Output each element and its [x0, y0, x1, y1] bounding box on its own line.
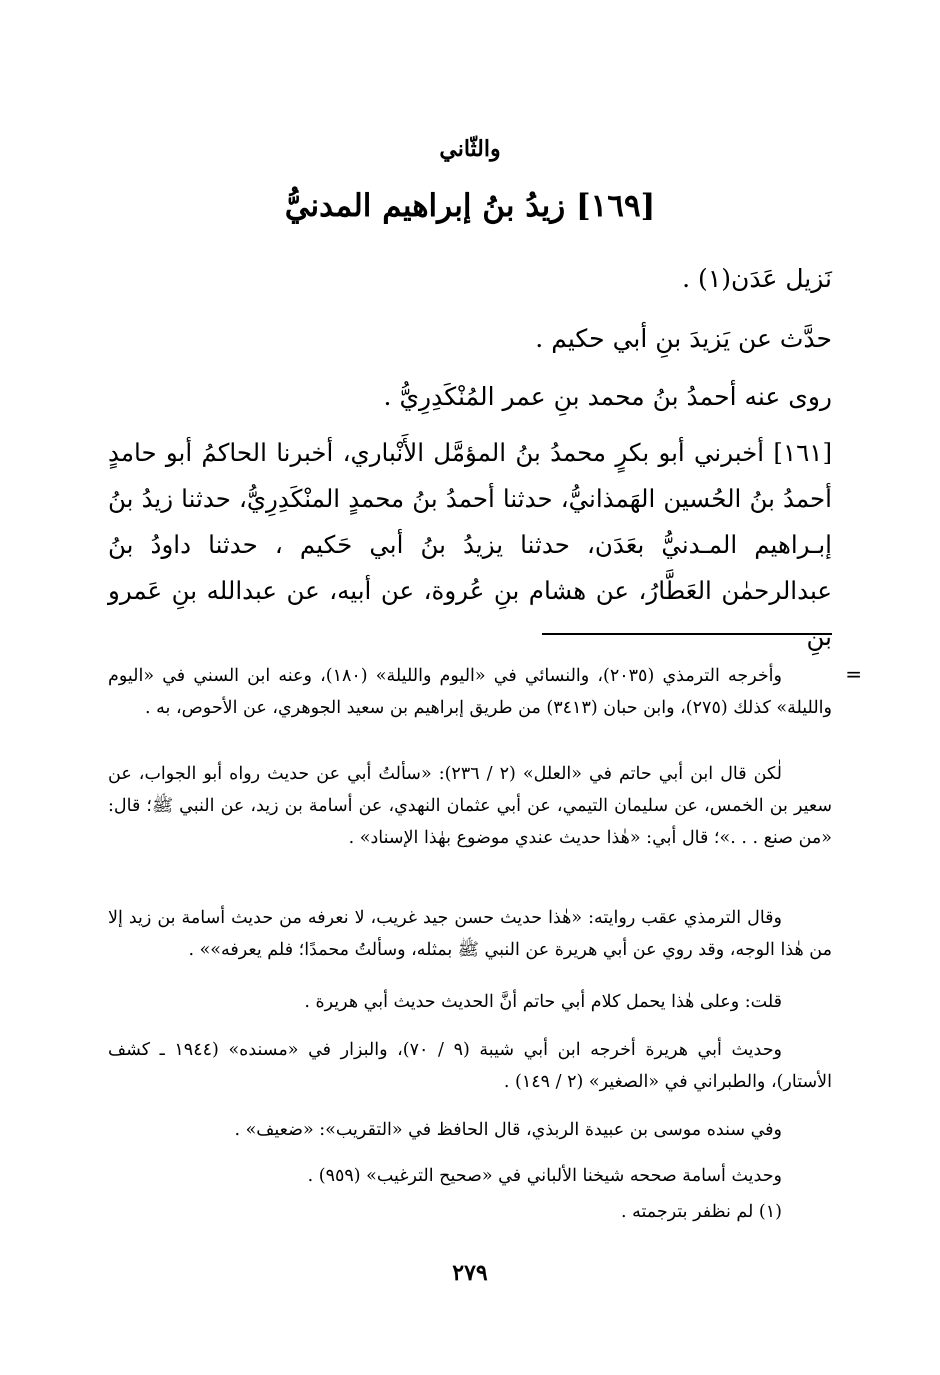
page-number: ٢٧٩	[452, 1260, 488, 1286]
hadith-paragraph: [١٦١] أخبرني أبو بكرٍ محمدُ بنُ المؤمَّل الأَنْباري، أخبرنا الحاكمُ أبو حامدٍ أحمدُ بنُ الحُسين الهَمذانيُّ، حدثنا أحمدُ بنُ محمدٍ المنْكَدِرِيُّ، حدثنا زيدُ بنُ إبـراهيم المـدنيُّ بعَدَن، حدثنا يزيدُ بنُ أبي حَكيم ، حدثنا داودُ بنُ عبدالرحمٰن العَطَّارُ، عن هشام بنِ عُروة، عن أبيه، عن عبدالله بنِ عَمرو بنِ	[108, 438, 832, 651]
footnote-paragraph: لٰكن قال ابن أبي حاتم في «العلل» (٢ / ٢٣٦): «سألتُ أبي عن حديث رواه أبو الجواب، عن سعير بن الخمس، عن سليمان التيمي، عن أبي عثمان النهدي، عن أسامة بن زيد، عن النبي ﷺ؛ قال: «من صنع . . .»؛ قال أبي: «هٰذا حديث عندي موضوع بهٰذا الإسناد» .	[108, 764, 832, 848]
footnote-1: (١) لم نظفر بترجمته .	[621, 1202, 782, 1222]
footnote-divider	[542, 633, 832, 635]
entry-title: [١٦٩] زيدُ بنُ إبراهيم المدنيُّ	[284, 188, 656, 224]
footnote-paragraph: وحديث أبي هريرة أخرجه ابن أبي شيبة (٩ / ٧٠)، والبزار في «مسنده» (١٩٤٤ ـ كشف الأستار)، والطبراني في «الصغير» (٢ / ١٤٩) .	[108, 1040, 832, 1092]
continuation-mark: =	[845, 662, 862, 686]
footnote-paragraph: وفي سنده موسى بن عبيدة الربذي، قال الحافظ في «التقريب»: «ضعيف» .	[234, 1120, 782, 1140]
footnote-paragraph: وقال الترمذي عقب روايته: «هٰذا حديث حسن جيد غريب، لا نعرفه من حديث أسامة بن زيد إلا من هٰذا الوجه، وقد روي عن أبي هريرة عن النبي ﷺ بمثله، وسألتُ محمدًا؛ فلم يعرفه»» .	[108, 908, 832, 960]
narrated-by-line: روى عنه أحمدُ بنُ محمد بنِ عمر المُنْكَدِرِيُّ .	[383, 382, 832, 411]
footnote-paragraph: وحديث أسامة صححه شيخنا الألباني في «صحيح الترغيب» (٩٥٩) .	[307, 1166, 782, 1186]
narrated-from-line: حدَّث عن يَزيدَ بنِ أبي حكيم .	[535, 324, 832, 353]
footnote-paragraph: قلت: وعلى هٰذا يحمل كلام أبي حاتم أنَّ الحديث حديث أبي هريرة .	[304, 992, 782, 1012]
section-label: والثّاني	[439, 136, 501, 162]
nisba-line: نَزيل عَدَن(١) .	[682, 264, 832, 293]
footnote-paragraph: وأخرجه الترمذي (٢٠٣٥)، والنسائي في «اليوم والليلة» (١٨٠)، وعنه ابن السني في «اليوم والليلة» كذلك (٢٧٥)، وابن حبان (٣٤١٣) من طريق إبراهيم بن سعيد الجوهري، عن الأحوص، به .	[108, 666, 832, 718]
